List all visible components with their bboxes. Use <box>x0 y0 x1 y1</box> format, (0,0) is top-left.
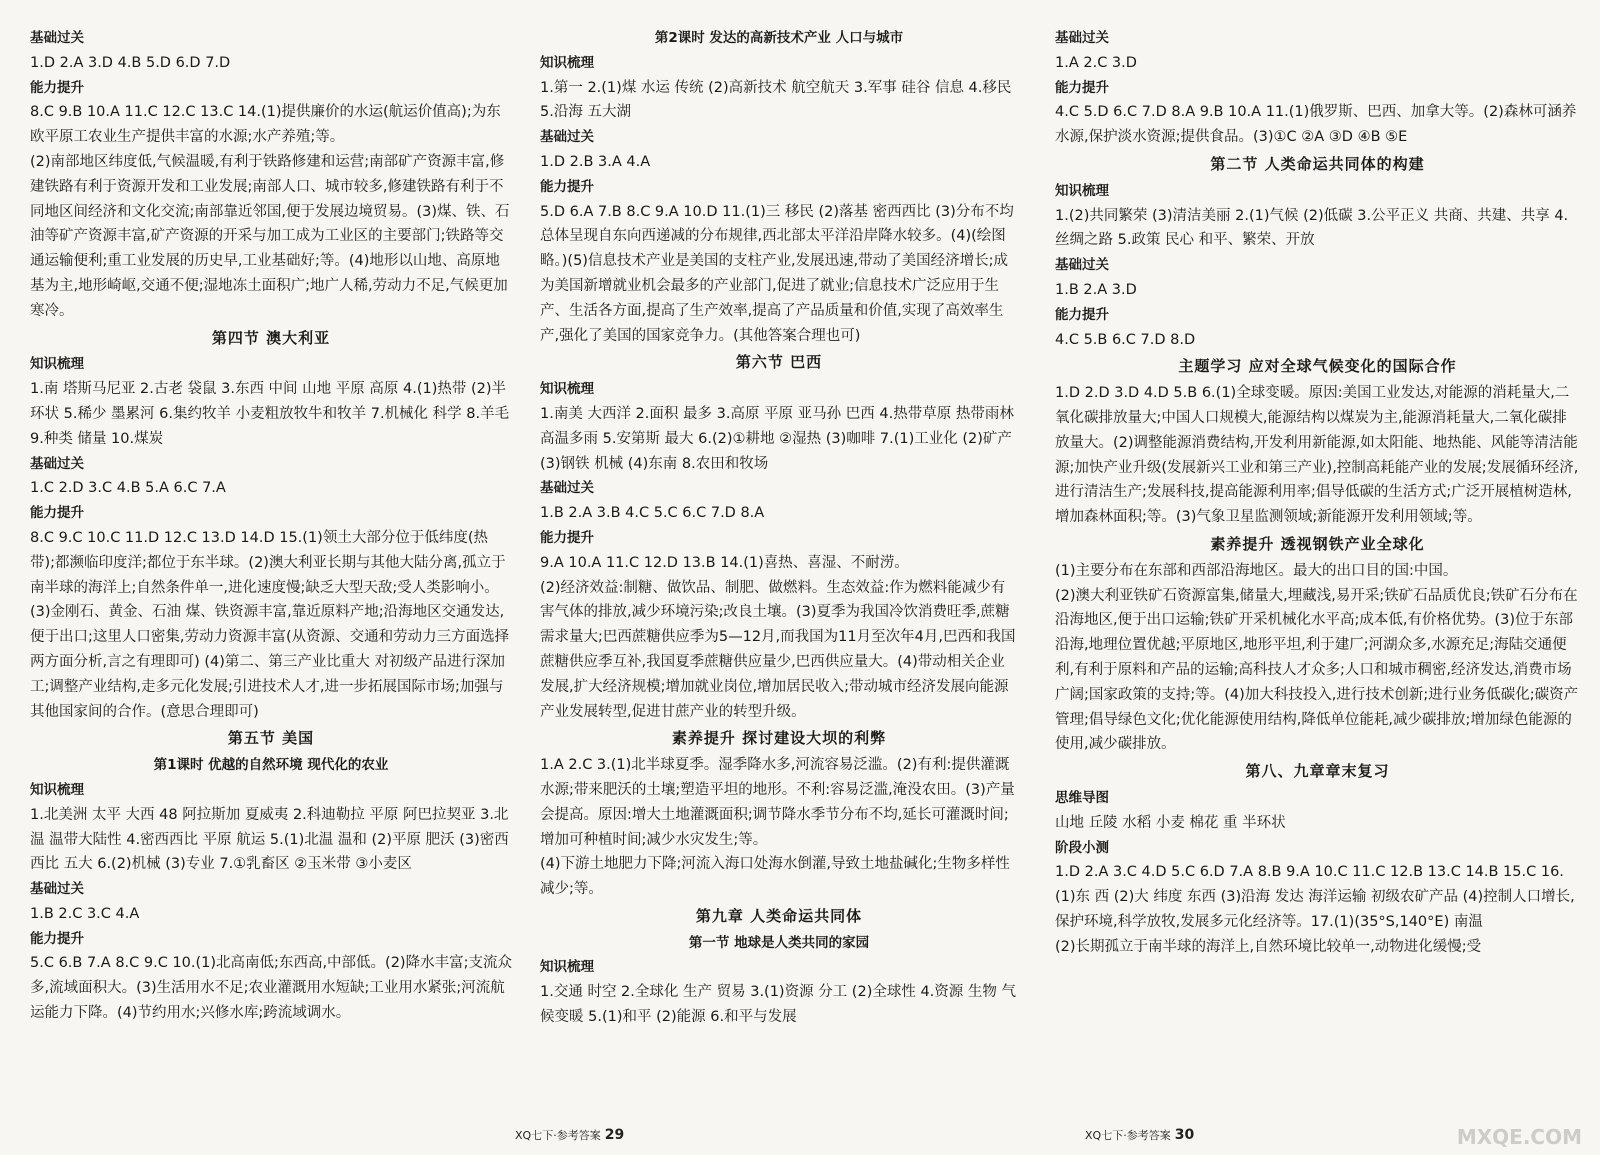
block-label: 能力提升 <box>540 178 594 195</box>
subsection-title: 第1课时 优越的自然环境 现代化的农业 <box>153 757 389 774</box>
answer-line: 1.A 2.C 3.(1)北半球夏季。湿季降水多,河流容易泛滥。(2)有利:提供灌溉水源;带来肥沃的土壤;塑造平坦的地形。不利:容易泛滥,淹没农田。(3)产量会提高。原因:增大土地灌溉面积;调节降水季节分布不均,延长可灌溉时间;增加可种植时间;减少水灾发生;等。 <box>540 757 1015 848</box>
watermark: MXQE.COM <box>1456 1125 1582 1149</box>
section-title: 素养提升 透视钢铁产业全球化 <box>1210 534 1425 553</box>
block-label: 知识梳理 <box>540 381 594 398</box>
section-title: 素养提升 探讨建设大坝的利弊 <box>671 729 887 748</box>
answer-line: 9.A 10.A 11.C 12.D 13.B 14.(1)喜热、喜湿、不耐涝。 <box>540 554 909 571</box>
block-label: 阶段小测 <box>1055 839 1109 856</box>
block-label: 知识梳理 <box>540 54 594 71</box>
page-number-left: 29 <box>604 1127 625 1143</box>
answer-line: 1.北美洲 太平 大西 48 阿拉斯加 夏威夷 2.科迪勒拉 平原 阿巴拉契亚 3.北温 温带大陆性 4.密西西比 平原 航运 5.(1)北温 温和 (2)平原 肥沃 (3)密西西比 五大 6.(2)机械 (3)专业 7.①乳畜区 ②玉米带 ③小麦区 <box>30 806 509 873</box>
block-label: 基础过关 <box>30 455 84 472</box>
section-title: 第八、九章章末复习 <box>1245 762 1390 781</box>
block-label: 基础过关 <box>540 480 594 497</box>
block-label: 能力提升 <box>30 79 84 96</box>
section-title: 第五节 美国 <box>227 729 315 748</box>
block-label: 基础过关 <box>1055 257 1109 274</box>
answer-line: 1.C 2.D 3.C 4.B 5.A 6.C 7.A <box>30 480 226 497</box>
column-middle <box>540 26 1018 1115</box>
answer-line: (1)主要分布在东部和西部沿海地区。最大的出口目的国:中国。 <box>1055 562 1458 579</box>
page-number-right: 30 <box>1174 1127 1195 1143</box>
answer-line: 8.C 9.B 10.A 11.C 12.C 13.C 14.(1)提供廉价的水运(航运价值高);为东欧平原工农业生产提供丰富的水源;水产养殖;等。 <box>30 104 501 146</box>
answer-line: 8.C 9.C 10.C 11.D 12.C 13.D 14.D 15.(1)领土大部分位于低纬度(热带);都濒临印度洋;都位于东半球。(2)澳大利亚长期与其他大陆分离,孤立于南半球的海洋上;自然条件单一,进化速度慢;缺乏大型天敌;受人类影响小。(3)金刚石、黄金、石油 煤、铁资源丰富,靠近原料产地;沿海地区交通发达,便于出口;这里人口密集,劳动力资源丰富(从资源、交通和劳动力三方面选择两方面分析,言之有理即可) (4)第二、第三产业比重大 对初级产品进行深加工;调整产业结构,走多元化发展;引进技术人才,进一步拓展国际市场;加强与其他国家间的合作。(意思合理即可) <box>30 529 510 720</box>
block-label: 能力提升 <box>1055 306 1109 323</box>
block-label: 知识梳理 <box>30 781 84 798</box>
answer-line: 5.C 6.B 7.A 8.C 9.C 10.(1)北高南低;东西高,中部低。(2)降水丰富;支流众多,流域面积大。(3)生活用水不足;农业灌溉用水短缺;工业用水紧张;河流航运能力下降。(4)节约用水;兴修水库;跨流域调水。 <box>30 955 512 1022</box>
footer-left <box>515 1127 624 1143</box>
column-right <box>1055 26 1580 1115</box>
block-label: 基础过关 <box>540 129 594 146</box>
answer-line: (4)下游土地肥力下降;河流入海口处海水倒灌,导致土地盐碱化;生物多样性减少;等。 <box>540 856 1010 898</box>
answer-line: (2)经济效益:制糖、做饮品、制肥、做燃料。生态效益:作为燃料能减少有害气体的排放,减少环境污染;改良土壤。(3)夏季为我国冷饮消费旺季,蔗糖需求量大;巴西蔗糖供应季为5—12月,而我国为11月至次年4月,巴西和我国蔗糖供应季互补,我国夏季蔗糖供应量少,巴西供应量大。(4)带动相关企业发展,扩大经济规模;增加就业岗位,增加居民收入;带动城市经济发展向能源产业发展转型,促进甘蔗产业的转型升级。 <box>540 579 1016 720</box>
block-label: 思维导图 <box>1055 789 1109 806</box>
answer-line: 1.B 2.A 3.D <box>1055 281 1137 298</box>
block-label: 能力提升 <box>30 930 84 947</box>
answer-line: 1.A 2.C 3.D <box>1055 54 1137 71</box>
block-label: 能力提升 <box>540 529 594 546</box>
answer-line: 1.南 塔斯马尼亚 2.古老 袋鼠 3.东西 中间 山地 平原 高原 4.(1)热带 (2)半环状 5.稀少 墨累河 6.集约牧羊 小麦粗放牧牛和牧羊 7.机械化 科学 8.羊毛 9.种类 储量 10.煤炭 <box>30 381 510 447</box>
answer-line: (2)南部地区纬度低,气候温暖,有利于铁路修建和运营;南部矿产资源丰富,修建铁路有利于资源开发和工业发展;南部人口、城市较多,修建铁路有利于不同地区间经济和文化交流;南部靠近邻国,便于发展边境贸易。(3)煤、铁、石油等矿产资源丰富,矿产资源的开采与加工成为工业区的主要部门;铁路等交通运输便利;重工业发展的历史早,工业基础好;等。(4)地形以山地、高原地基为主,地形崎岖,交通不便;湿地冻土面积广;地广人稀,劳动力不足,气候更加寒冷。 <box>30 153 510 319</box>
block-label: 基础过关 <box>30 881 84 898</box>
section-title: 主题学习 应对全球气候变化的国际合作 <box>1178 357 1457 376</box>
footer-right-prefix: XQ七下·参考答案 <box>1085 1129 1171 1142</box>
answer-line: (2)长期孤立于南半球的海洋上,自然环境比较单一,动物进化缓慢;受 <box>1055 938 1482 955</box>
answer-line: 1.B 2.A 3.B 4.C 5.C 6.C 7.D 8.A <box>540 505 765 522</box>
footer-right <box>1085 1127 1194 1143</box>
subsection-title: 第2课时 发达的高新技术产业 人口与城市 <box>654 30 904 46</box>
section-title: 第二节 人类命运共同体的构建 <box>1210 154 1425 173</box>
answer-line: 1.交通 时空 2.全球化 生产 贸易 3.(1)资源 分工 (2)全球性 4.资源 生物 气候变暖 5.(1)和平 (2)能源 6.和平与发展 <box>540 984 1017 1026</box>
subsection-title: 第一节 地球是人类共同的家园 <box>688 934 870 951</box>
block-label: 知识梳理 <box>1055 182 1109 199</box>
block-label: 知识梳理 <box>540 959 594 976</box>
answer-line: 1.D 2.D 3.D 4.D 5.B 6.(1)全球变暖。原因:美国工业发达,对能源的消耗量大,二氧化碳排放量大;中国人口规模大,能源结构以煤炭为主,能源消耗量大,二氧化碳排放量大。(2)调整能源消费结构,开发利用新能源,如太阳能、地热能、风能等清洁能源;加快产业升级(发展新兴工业和第三产业),控制高耗能产业的发展;发展循环经济,进行清洁生产;发展科技,提高能源利用率;倡导低碳的生活方式;广泛开展植树造林,增加森林面积;等。(3)气象卫星监测领域;新能源开发利用领域;等。 <box>1055 385 1579 526</box>
block-label: 基础过关 <box>1055 30 1109 46</box>
answer-line: 1.D 2.A 3.D 4.B 5.D 6.D 7.D <box>30 54 231 71</box>
block-label: 知识梳理 <box>30 356 84 373</box>
answer-line: 山地 丘陵 水稻 小麦 棉花 重 半环状 <box>1055 814 1286 831</box>
answer-line: 1.D 2.B 3.A 4.A <box>540 153 651 170</box>
answer-line: 1.南美 大西洋 2.面积 最多 3.高原 平原 亚马孙 巴西 4.热带草原 热带雨林 高温多雨 5.安第斯 最大 6.(2)①耕地 ②湿热 (3)咖啡 7.(1)工业化 (2)矿产 (3)钢铁 机械 (4)东南 8.农田和牧场 <box>540 405 1014 472</box>
answer-line: 1.(2)共同繁荣 (3)清洁美丽 2.(1)气候 (2)低碳 3.公平正义 共商、共建、共享 4.丝绸之路 5.政策 民心 和平、繁荣、开放 <box>1055 207 1569 249</box>
block-label: 能力提升 <box>30 505 84 522</box>
answer-line: 4.C 5.B 6.C 7.D 8.D <box>1055 331 1196 348</box>
answer-line: 5.D 6.A 7.B 8.C 9.A 10.D 11.(1)三 移民 (2)落基 密西西比 (3)分布不均总体呈现自东向西递减的分布规律,西北部太平洋沿岸降水较多。(4)(绘图略。)(5)信息技术产业是美国的支柱产业,发展迅速,带动了美国经济增长;成为美国新增就业机会最多的产业部门,促进了就业;信息技术广泛应用于生产、生活各方面,提高了生产效率,提高了产品质量和价值,实现了高效率生产,强化了美国的国家竞争力。(其他答案合理也可) <box>540 203 1014 344</box>
answer-line: 1.B 2.C 3.C 4.A <box>30 905 140 922</box>
footer-left-prefix: XQ七下·参考答案 <box>515 1129 601 1142</box>
section-title: 第六节 巴西 <box>735 353 823 372</box>
block-label: 基础过关 <box>30 30 84 46</box>
answer-line: 1.D 2.A 3.C 4.D 5.C 6.D 7.A 8.B 9.A 10.C 11.C 12.B 13.C 14.B 15.C 16.(1)东 西 (2)大 纬度 东西 (3)沿海 发达 海洋运输 初级农矿产品 (4)控制人口增长,保护环境,科学放牧,发展多元化经济等。17.(1)(35°S,140°E) 南温 <box>1055 864 1575 930</box>
section-title: 第四节 澳大利亚 <box>211 328 331 347</box>
section-title: 第九章 人类命运共同体 <box>695 906 863 925</box>
answer-line: 1.第一 2.(1)煤 水运 传统 (2)高新技术 航空航天 3.军事 硅谷 信息 4.移民 5.沿海 五大湖 <box>540 79 1012 121</box>
answer-line: (2)澳大利亚铁矿石资源富集,储量大,埋藏浅,易开采;铁矿石品质优良;铁矿石分布在沿海地区,便于出口运输;铁矿开采机械化水平高;成本低,有价格优势。(3)位于东部沿海,地理位置优越;平原地区,地形平坦,利于建厂;河湖众多,水源充足;海陆交通便利,有利于原料和产品的运输;高科技人才众多;人口和城市稠密,经济发达,消费市场广阔;国家政策的支持;等。(4)加大科技投入,进行技术创新;进行业务低碳化;碳资产管理;倡导绿色文化;优化能源使用结构,降低单位能耗,减少碳排放;增加绿色能源的使用,减少碳排放。 <box>1055 587 1579 753</box>
block-label: 能力提升 <box>1055 79 1109 96</box>
answer-line: 4.C 5.D 6.C 7.D 8.A 9.B 10.A 11.(1)俄罗斯、巴西、加拿大等。(2)森林可涵养水源,保护淡水资源;提供食品。(3)①C ②A ③D ④B ⑤E <box>1055 104 1577 146</box>
column-left <box>30 26 512 1115</box>
